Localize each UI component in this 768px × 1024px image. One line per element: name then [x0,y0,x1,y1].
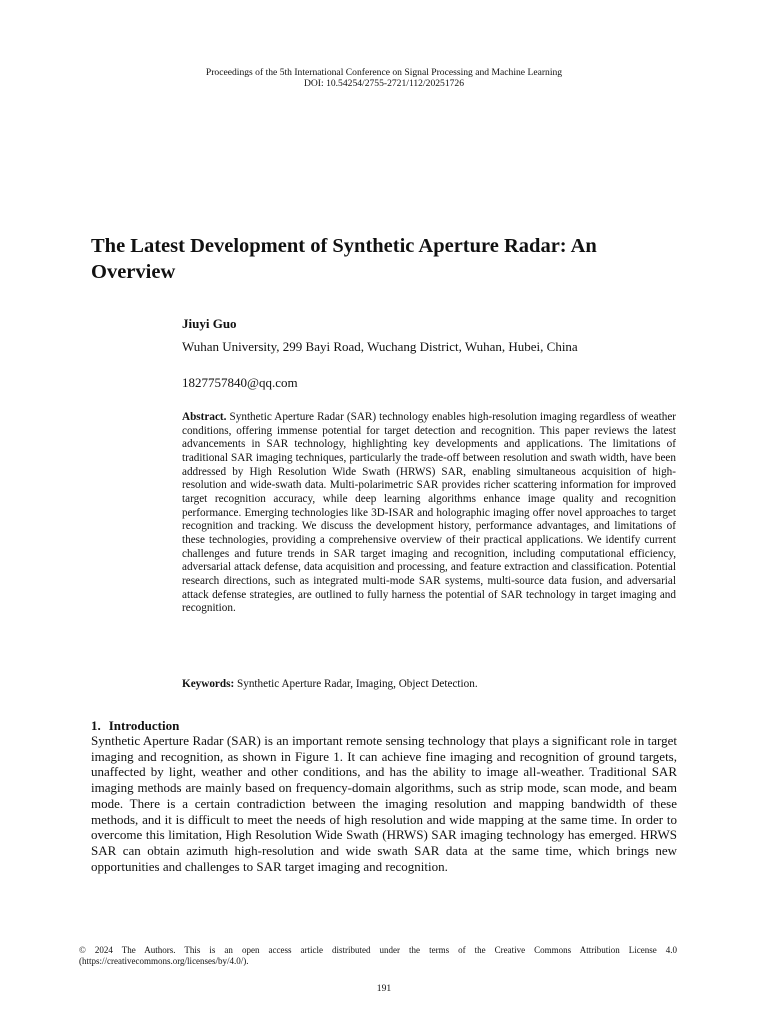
section-title: Introduction [108,718,180,733]
running-header [0,67,768,89]
license-notice: © 2024 The Authors. This is an open access article distributed under the terms of the Creative Commons Attribution License 4.0 (https://creativecommons.org/licenses/by/4.0/). [79,945,677,966]
author-affiliation: Wuhan University, 299 Bayi Road, Wuchang District, Wuhan, Hubei, China [182,339,578,354]
author-email: 1827757840@qq.com [182,375,298,390]
page-number: 191 [376,983,392,994]
keywords-label: Keywords: [182,678,235,690]
author-block [182,316,682,391]
section-heading-introduction [91,718,179,734]
proceedings-line: Proceedings of the 5th International Conference on Signal Processing and Machine Learning [205,67,563,78]
abstract-text: Synthetic Aperture Radar (SAR) technology enables high-resolution imaging regardless of weather conditions, offering immense potential for target detection and recognition. This paper reviews the latest advancements in SAR technology, highlighting key developments and applications. The limitations of traditional SAR imaging techniques, particularly the trade-off between resolution and swath width, have been addressed by High Resolution Wide Swath (HRWS) SAR, enabling simultaneous acquisition of high-resolution and wide-swath data. Multi-polarimetric SAR provides richer scattering information for improved target recognition accuracy, while deep learning algorithms enhance image quality and recognition performance. Emerging technologies like 3D-ISAR and holographic imaging offer novel approaches to target recognition and tracking. We discuss the development history, performance advantages, and limitations of these technologies, providing a comprehensive overview of their practical applications. We identify current challenges and future trends in SAR target imaging and recognition, including computational efficiency, adversarial attack defense, data acquisition and processing, and feature extraction and classification. Potential research directions, such as integrated multi-mode SAR systems, multi-source data fusion, and adversarial attack defense strategies, are outlined to fully harness the potential of SAR technology in target imaging and recognition. [182,411,677,615]
author-name: Jiuyi Guo [182,316,237,331]
paper-title: The Latest Development of Synthetic Aperture Radar: An Overview [91,235,597,283]
keywords [182,677,676,691]
abstract [182,411,676,616]
introduction-paragraph: Synthetic Aperture Radar (SAR) is an important remote sensing technology that plays a significant role in target imaging and recognition, as shown in Figure 1. It can achieve fine imaging and recognition of ground targets, unaffected by light, weather and other conditions, and has the ability to image all-weather. Traditional SAR imaging methods are mainly based on frequency-domain algorithms, such as strip mode, scan mode, and beam mode. There is a certain contradiction between the imaging resolution and mapping bandwidth of these methods, and it is difficult to meet the needs of high resolution and wide mapping at the same time. In order to overcome this limitation, High Resolution Wide Swath (HRWS) SAR imaging technology has emerged. HRWS SAR can obtain azimuth high-resolution and wide swath SAR data at the same time, which brings new opportunities and challenges to SAR target imaging and recognition. [91,733,677,874]
doi-line: DOI: 10.54254/2755-2721/112/20251726 [303,78,465,89]
abstract-label: Abstract. [182,411,227,423]
section-number: 1. [91,718,101,733]
keywords-text: Synthetic Aperture Radar, Imaging, Object Detection. [237,678,478,690]
